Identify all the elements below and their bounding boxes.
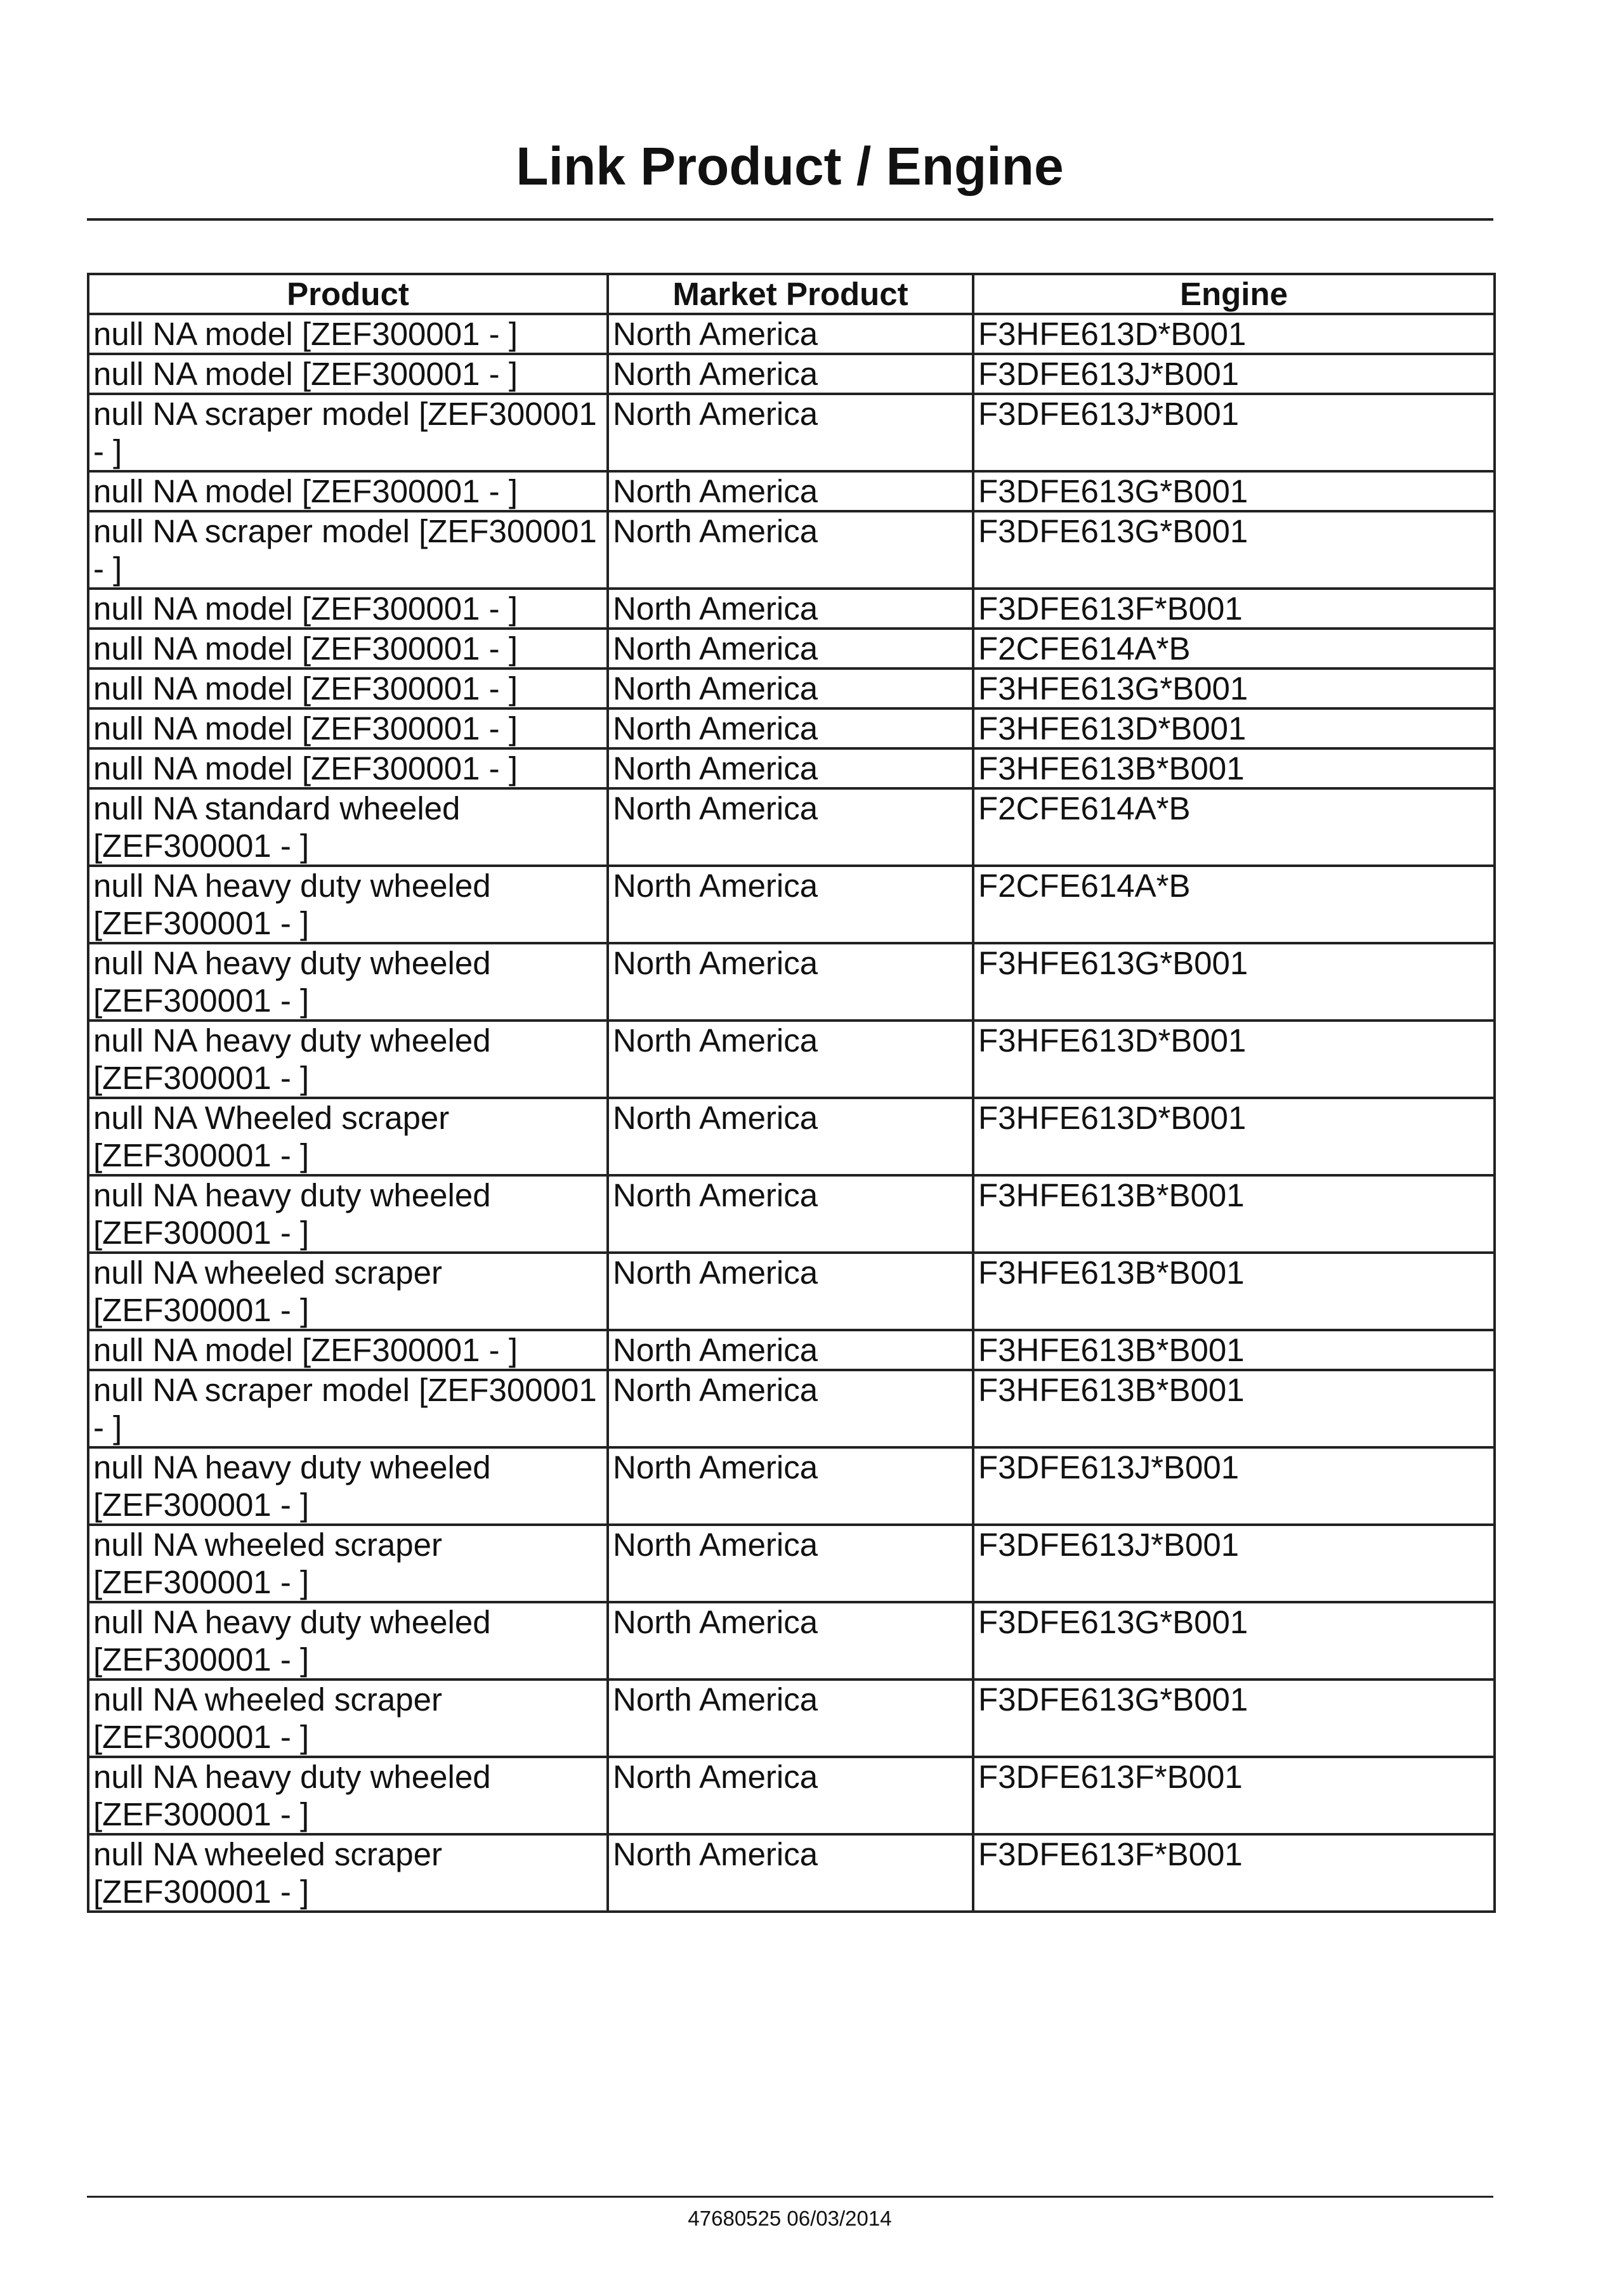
table-row	[88, 354, 1495, 394]
cell-market-product: North America	[608, 1757, 973, 1834]
table-row	[88, 1330, 1495, 1370]
cell-market-product: North America	[608, 866, 973, 943]
cell-product: null NA model [ZEF300001 - ]	[88, 1330, 608, 1370]
cell-market-product: North America	[608, 748, 973, 788]
product-engine-table	[87, 273, 1496, 1913]
cell-product: null NA model [ZEF300001 - ]	[88, 708, 608, 748]
cell-product: null NA heavy duty wheeled [ZEF300001 - ]	[88, 866, 608, 943]
cell-product: null NA model [ZEF300001 - ]	[88, 589, 608, 629]
cell-market-product: North America	[608, 788, 973, 866]
cell-market-product: North America	[608, 1447, 973, 1525]
cell-market-product: North America	[608, 471, 973, 511]
cell-engine: F3DFE613G*B001	[973, 1680, 1495, 1757]
table-row	[88, 314, 1495, 354]
table-row	[88, 788, 1495, 866]
cell-product: null NA wheeled scraper [ZEF300001 - ]	[88, 1680, 608, 1757]
table-row	[88, 1525, 1495, 1602]
cell-market-product: North America	[608, 1602, 973, 1680]
cell-product: null NA wheeled scraper [ZEF300001 - ]	[88, 1253, 608, 1330]
cell-engine: F2CFE614A*B	[973, 788, 1495, 866]
cell-engine: F2CFE614A*B	[973, 629, 1495, 669]
cell-product: null NA scraper model [ZEF300001 - ]	[88, 511, 608, 589]
table-header	[88, 274, 1495, 314]
table-row	[88, 1602, 1495, 1680]
cell-product: null NA heavy duty wheeled [ZEF300001 - ]	[88, 1757, 608, 1834]
footer-divider	[87, 2196, 1493, 2198]
cell-engine: F3DFE613J*B001	[973, 1525, 1495, 1602]
cell-engine: F3HFE613G*B001	[973, 943, 1495, 1021]
cell-product: null NA wheeled scraper [ZEF300001 - ]	[88, 1834, 608, 1912]
cell-market-product: North America	[608, 629, 973, 669]
table-body	[88, 314, 1495, 1912]
cell-engine: F3DFE613F*B001	[973, 1757, 1495, 1834]
cell-product: null NA heavy duty wheeled [ZEF300001 - ]	[88, 1447, 608, 1525]
title-divider	[87, 218, 1493, 221]
cell-engine: F2CFE614A*B	[973, 866, 1495, 943]
table-row	[88, 1834, 1495, 1912]
cell-market-product: North America	[608, 1525, 973, 1602]
table-row	[88, 1757, 1495, 1834]
cell-market-product: North America	[608, 511, 973, 589]
cell-product: null NA scraper model [ZEF300001 - ]	[88, 394, 608, 471]
cell-engine: F3HFE613B*B001	[973, 1370, 1495, 1447]
table-row	[88, 1253, 1495, 1330]
cell-market-product: North America	[608, 1253, 973, 1330]
table-row	[88, 866, 1495, 943]
cell-market-product: North America	[608, 314, 973, 354]
cell-market-product: North America	[608, 669, 973, 708]
page-title: Link Product / Engine	[516, 136, 1064, 196]
cell-product: null NA scraper model [ZEF300001 - ]	[88, 1370, 608, 1447]
table-row	[88, 943, 1495, 1021]
cell-market-product: North America	[608, 1834, 973, 1912]
cell-engine: F3DFE613G*B001	[973, 1602, 1495, 1680]
table-row	[88, 1447, 1495, 1525]
table-row	[88, 1370, 1495, 1447]
table-row	[88, 511, 1495, 589]
header-row	[88, 274, 1495, 314]
cell-product: null NA wheeled scraper [ZEF300001 - ]	[88, 1525, 608, 1602]
cell-market-product: North America	[608, 708, 973, 748]
cell-product: null NA model [ZEF300001 - ]	[88, 354, 608, 394]
table-row	[88, 471, 1495, 511]
cell-market-product: North America	[608, 589, 973, 629]
cell-market-product: North America	[608, 394, 973, 471]
cell-engine: F3DFE613J*B001	[973, 1447, 1495, 1525]
cell-engine: F3HFE613G*B001	[973, 669, 1495, 708]
cell-engine: F3HFE613D*B001	[973, 708, 1495, 748]
cell-engine: F3DFE613G*B001	[973, 471, 1495, 511]
header-market-product: Market Product	[608, 274, 973, 314]
cell-engine: F3HFE613B*B001	[973, 1175, 1495, 1253]
cell-product: null NA heavy duty wheeled [ZEF300001 - ]	[88, 1602, 608, 1680]
cell-product: null NA model [ZEF300001 - ]	[88, 629, 608, 669]
cell-product: null NA standard wheeled [ZEF300001 - ]	[88, 788, 608, 866]
cell-product: null NA model [ZEF300001 - ]	[88, 748, 608, 788]
cell-engine: F3HFE613B*B001	[973, 748, 1495, 788]
cell-engine: F3DFE613F*B001	[973, 1834, 1495, 1912]
cell-product: null NA heavy duty wheeled [ZEF300001 - ]	[88, 1175, 608, 1253]
cell-engine: F3HFE613B*B001	[973, 1330, 1495, 1370]
cell-market-product: North America	[608, 1370, 973, 1447]
cell-engine: F3DFE613J*B001	[973, 394, 1495, 471]
table-row	[88, 748, 1495, 788]
table-row	[88, 629, 1495, 669]
cell-engine: F3DFE613G*B001	[973, 511, 1495, 589]
cell-engine: F3DFE613J*B001	[973, 354, 1495, 394]
cell-engine: F3HFE613D*B001	[973, 314, 1495, 354]
header-engine: Engine	[973, 274, 1495, 314]
cell-market-product: North America	[608, 943, 973, 1021]
table-row	[88, 589, 1495, 629]
table-row	[88, 1680, 1495, 1757]
cell-product: null NA model [ZEF300001 - ]	[88, 471, 608, 511]
cell-market-product: North America	[608, 1098, 973, 1175]
cell-engine: F3HFE613D*B001	[973, 1098, 1495, 1175]
cell-product: null NA model [ZEF300001 - ]	[88, 314, 608, 354]
table-row	[88, 394, 1495, 471]
cell-market-product: North America	[608, 1175, 973, 1253]
cell-market-product: North America	[608, 1680, 973, 1757]
cell-market-product: North America	[608, 354, 973, 394]
cell-product: null NA heavy duty wheeled [ZEF300001 - ]	[88, 1021, 608, 1098]
header-product: Product	[88, 274, 608, 314]
footer-doc-id-date: 47680525 06/03/2014	[688, 2207, 892, 2230]
cell-engine: F3DFE613F*B001	[973, 589, 1495, 629]
cell-product: null NA model [ZEF300001 - ]	[88, 669, 608, 708]
table-row	[88, 1175, 1495, 1253]
cell-engine: F3HFE613B*B001	[973, 1253, 1495, 1330]
table-row	[88, 1098, 1495, 1175]
cell-market-product: North America	[608, 1021, 973, 1098]
cell-product: null NA Wheeled scraper [ZEF300001 - ]	[88, 1098, 608, 1175]
cell-product: null NA heavy duty wheeled [ZEF300001 - ]	[88, 943, 608, 1021]
table-row	[88, 1021, 1495, 1098]
cell-engine: F3HFE613D*B001	[973, 1021, 1495, 1098]
table-row	[88, 708, 1495, 748]
table-row	[88, 669, 1495, 708]
cell-market-product: North America	[608, 1330, 973, 1370]
